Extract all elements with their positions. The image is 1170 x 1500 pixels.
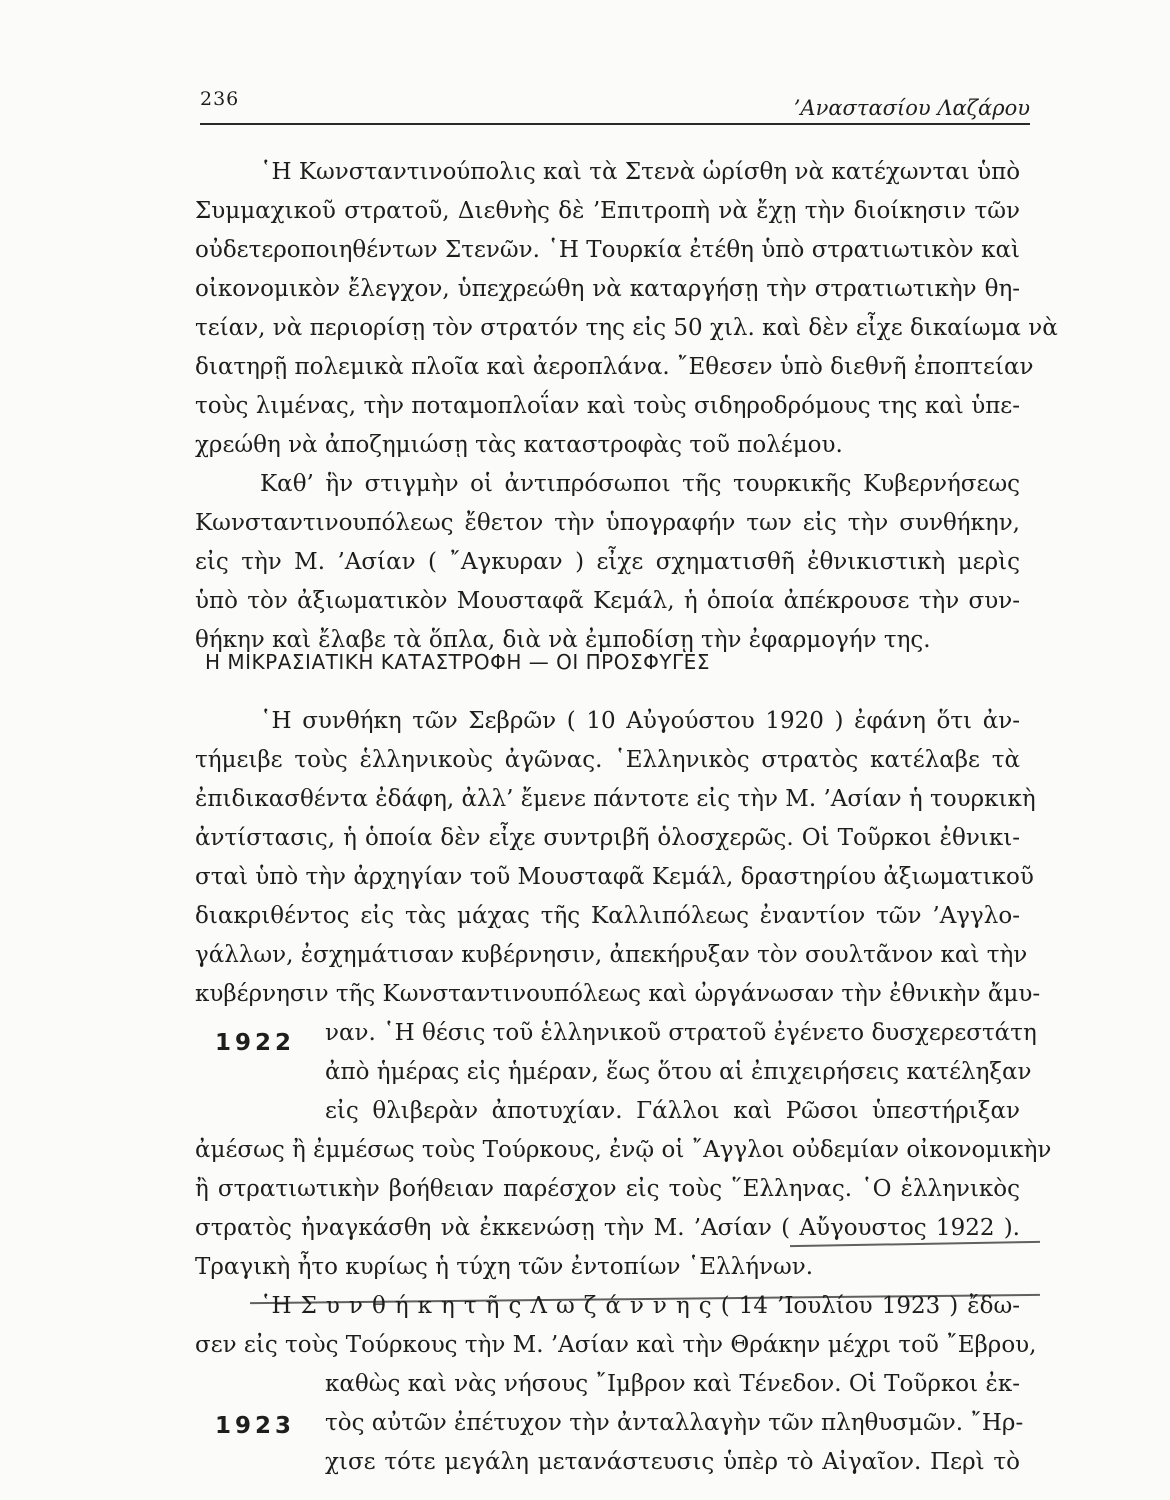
text-line: ἀμέσως ἢ ἐμμέσως τοὺς Τούρκους, ἐνῷ οἱ ῎Αγγλοι οὐδεμίαν οἰκονομικὴν <box>195 1137 1052 1163</box>
page-header <box>200 80 1030 124</box>
text-line: Κωνσταντινουπόλεως ἔθετον τὴν ὑπογραφήν των εἰς τὴν συνθήκην, <box>195 510 1020 536</box>
text-line: ἢ στρατιωτικὴν βοήθειαν παρέσχον εἰς τοὺς ῞Ελληνας. ῾Ο ἑλληνικὸς <box>195 1176 1020 1202</box>
text-line: ῾Η Κωνσταντινούπολις καὶ τὰ Στενὰ ὡρίσθη νὰ κατέχωνται ὑπὸ <box>260 159 1021 185</box>
text-line: χισε τότε μεγάλη μετανάστευσις ὑπὲρ τὸ Αἰγαῖον. Περὶ τὸ <box>325 1449 1020 1475</box>
text-line: ῾Η συνθήκη τῶν Σεβρῶν ( 10 Αὐγούστου 1920 ) ἐφάνη ὅτι ἀν- <box>260 708 1020 734</box>
text-line: Συμμαχικοῦ στρατοῦ, Διεθνὴς δὲ ’Επιτροπὴ νὰ ἔχῃ τὴν διοίκησιν τῶν <box>195 198 1020 224</box>
text-line: ὑπὸ τὸν ἀξιωματικὸν Μουσταφᾶ Κεμάλ, ἡ ὁποία ἀπέκρουσε τὴν συν- <box>195 588 1020 614</box>
text-line: Τραγικὴ ἦτο κυρίως ἡ τύχη τῶν ἐντοπίων ῾Ελλήνων. <box>195 1254 814 1280</box>
text-line: ἀντίστασις, ἡ ὁποία δὲν εἶχε συντριβῆ ὁλοσχερῶς. Οἱ Τοῦρκοι ἐθνικι- <box>195 825 1020 851</box>
text-line: σταὶ ὑπὸ τὴν ἀρχηγίαν τοῦ Μουσταφᾶ Κεμάλ, δραστηρίου ἀξιωματικοῦ <box>195 864 1034 890</box>
text-line: διακριθέντος εἰς τὰς μάχας τῆς Καλλιπόλεως ἐναντίον τῶν ’Αγγλο- <box>195 903 1020 929</box>
text-line: ἐπιδικασθέντα ἐδάφη, ἀλλ’ ἔμενε πάντοτε εἰς τὴν Μ. ’Ασίαν ἡ τουρκικὴ <box>195 786 1036 812</box>
running-head: ’Αναστασίου Λαζάρου <box>793 96 1030 120</box>
text-line: οὐδετεροποιηθέντων Στενῶν. ῾Η Τουρκία ἐτέθη ὑπὸ στρατιωτικὸν καὶ <box>195 237 1020 263</box>
text-line: σεν εἰς τοὺς Τούρκους τὴν Μ. ’Ασίαν καὶ τὴν Θράκην μέχρι τοῦ ῎Εβρου, <box>195 1332 1037 1358</box>
text-line: στρατὸς ἠναγκάσθη νὰ ἐκκενώσῃ τὴν Μ. ’Ασίαν ( Αὔγουστος 1922 ). <box>195 1215 1020 1241</box>
text-line: εἰς θλιβερὰν ἀποτυχίαν. Γάλλοι καὶ Ρῶσοι ὑπεστήριξαν <box>325 1098 1020 1124</box>
text-line: ῾Η Σ υ ν θ ή κ η τ ῆ ς Λ ω ζ ά ν ν η ς ( 14 ’Ιουλίου 1923 ) ἔδω- <box>260 1293 1020 1319</box>
text-line: τείαν, νὰ περιορίσῃ τὸν στρατόν της εἰς 50 χιλ. καὶ δὲν εἶχε δικαίωμα νὰ <box>195 315 1058 341</box>
text-line: κυβέρνησιν τῆς Κωνσταντινουπόλεως καὶ ὠργάνωσαν τὴν ἐθνικὴν ἄμυ- <box>195 981 1041 1007</box>
text-line: εἰς τὴν Μ. ’Ασίαν ( ῎Αγκυραν ) εἶχε σχηματισθῆ ἐθνικιστικὴ μερὶς <box>195 549 1020 575</box>
text-line: καθὼς καὶ νὰς νήσους ῎Ιμβρον καὶ Τένεδον. Οἱ Τοῦρκοι ἐκ- <box>325 1371 1020 1397</box>
text-line: ἀπὸ ἡμέρας εἰς ἡμέραν, ἕως ὅτου αἱ ἐπιχειρήσεις κατέληξαν <box>325 1059 1032 1085</box>
page-number: 236 <box>200 88 240 110</box>
margin-year-1923: 1923 <box>215 1413 296 1439</box>
text-line: γάλλων, ἐσχημάτισαν κυβέρνησιν, ἀπεκήρυξαν τὸν σουλτᾶνον καὶ τὴν <box>195 942 1028 968</box>
header-rule <box>200 123 1030 125</box>
text-line: ναν. ῾Η θέσις τοῦ ἑλληνικοῦ στρατοῦ ἐγένετο δυσχερεστάτη <box>325 1020 1037 1046</box>
text-line: τὸς αὐτῶν ἐπέτυχον τὴν ἀνταλλαγὴν τῶν πληθυσμῶν. ῎Ηρ- <box>325 1410 1024 1436</box>
text-line: χρεώθη νὰ ἀποζημιώσῃ τὰς καταστροφὰς τοῦ πολέμου. <box>195 432 843 458</box>
text-line: θήκην καὶ ἔλαβε τὰ ὅπλα, διὰ νὰ ἐμποδίσῃ τὴν ἐφαρμογήν της. <box>195 627 931 653</box>
margin-year-1922: 1922 <box>215 1030 296 1056</box>
section-heading: Η ΜΙΚΡΑΣΙΑΤΙΚΗ ΚΑΤΑΣΤΡΟΦΗ — ΟΙ ΠΡΟΣΦΥΓΕΣ <box>205 650 710 674</box>
text-line: διατηρῇ πολεμικὰ πλοῖα καὶ ἀεροπλάνα. ῎Εθεσεν ὑπὸ διεθνῆ ἐποπτείαν <box>195 354 1034 380</box>
text-line: οἰκονομικὸν ἔλεγχον, ὑπεχρεώθη νὰ καταργήσῃ τὴν στρατιωτικὴν θη- <box>195 276 1020 302</box>
text-line: τήμειβε τοὺς ἑλληνικοὺς ἀγῶνας. ῾Ελληνικὸς στρατὸς κατέλαβε τὰ <box>195 747 1020 773</box>
text-line: τοὺς λιμένας, τὴν ποταμοπλοΐαν καὶ τοὺς σιδηροδρόμους της καὶ ὑπε- <box>195 393 1020 419</box>
text-line: Καθ’ ἣν στιγμὴν οἱ ἀντιπρόσωποι τῆς τουρκικῆς Κυβερνήσεως <box>260 471 1020 497</box>
